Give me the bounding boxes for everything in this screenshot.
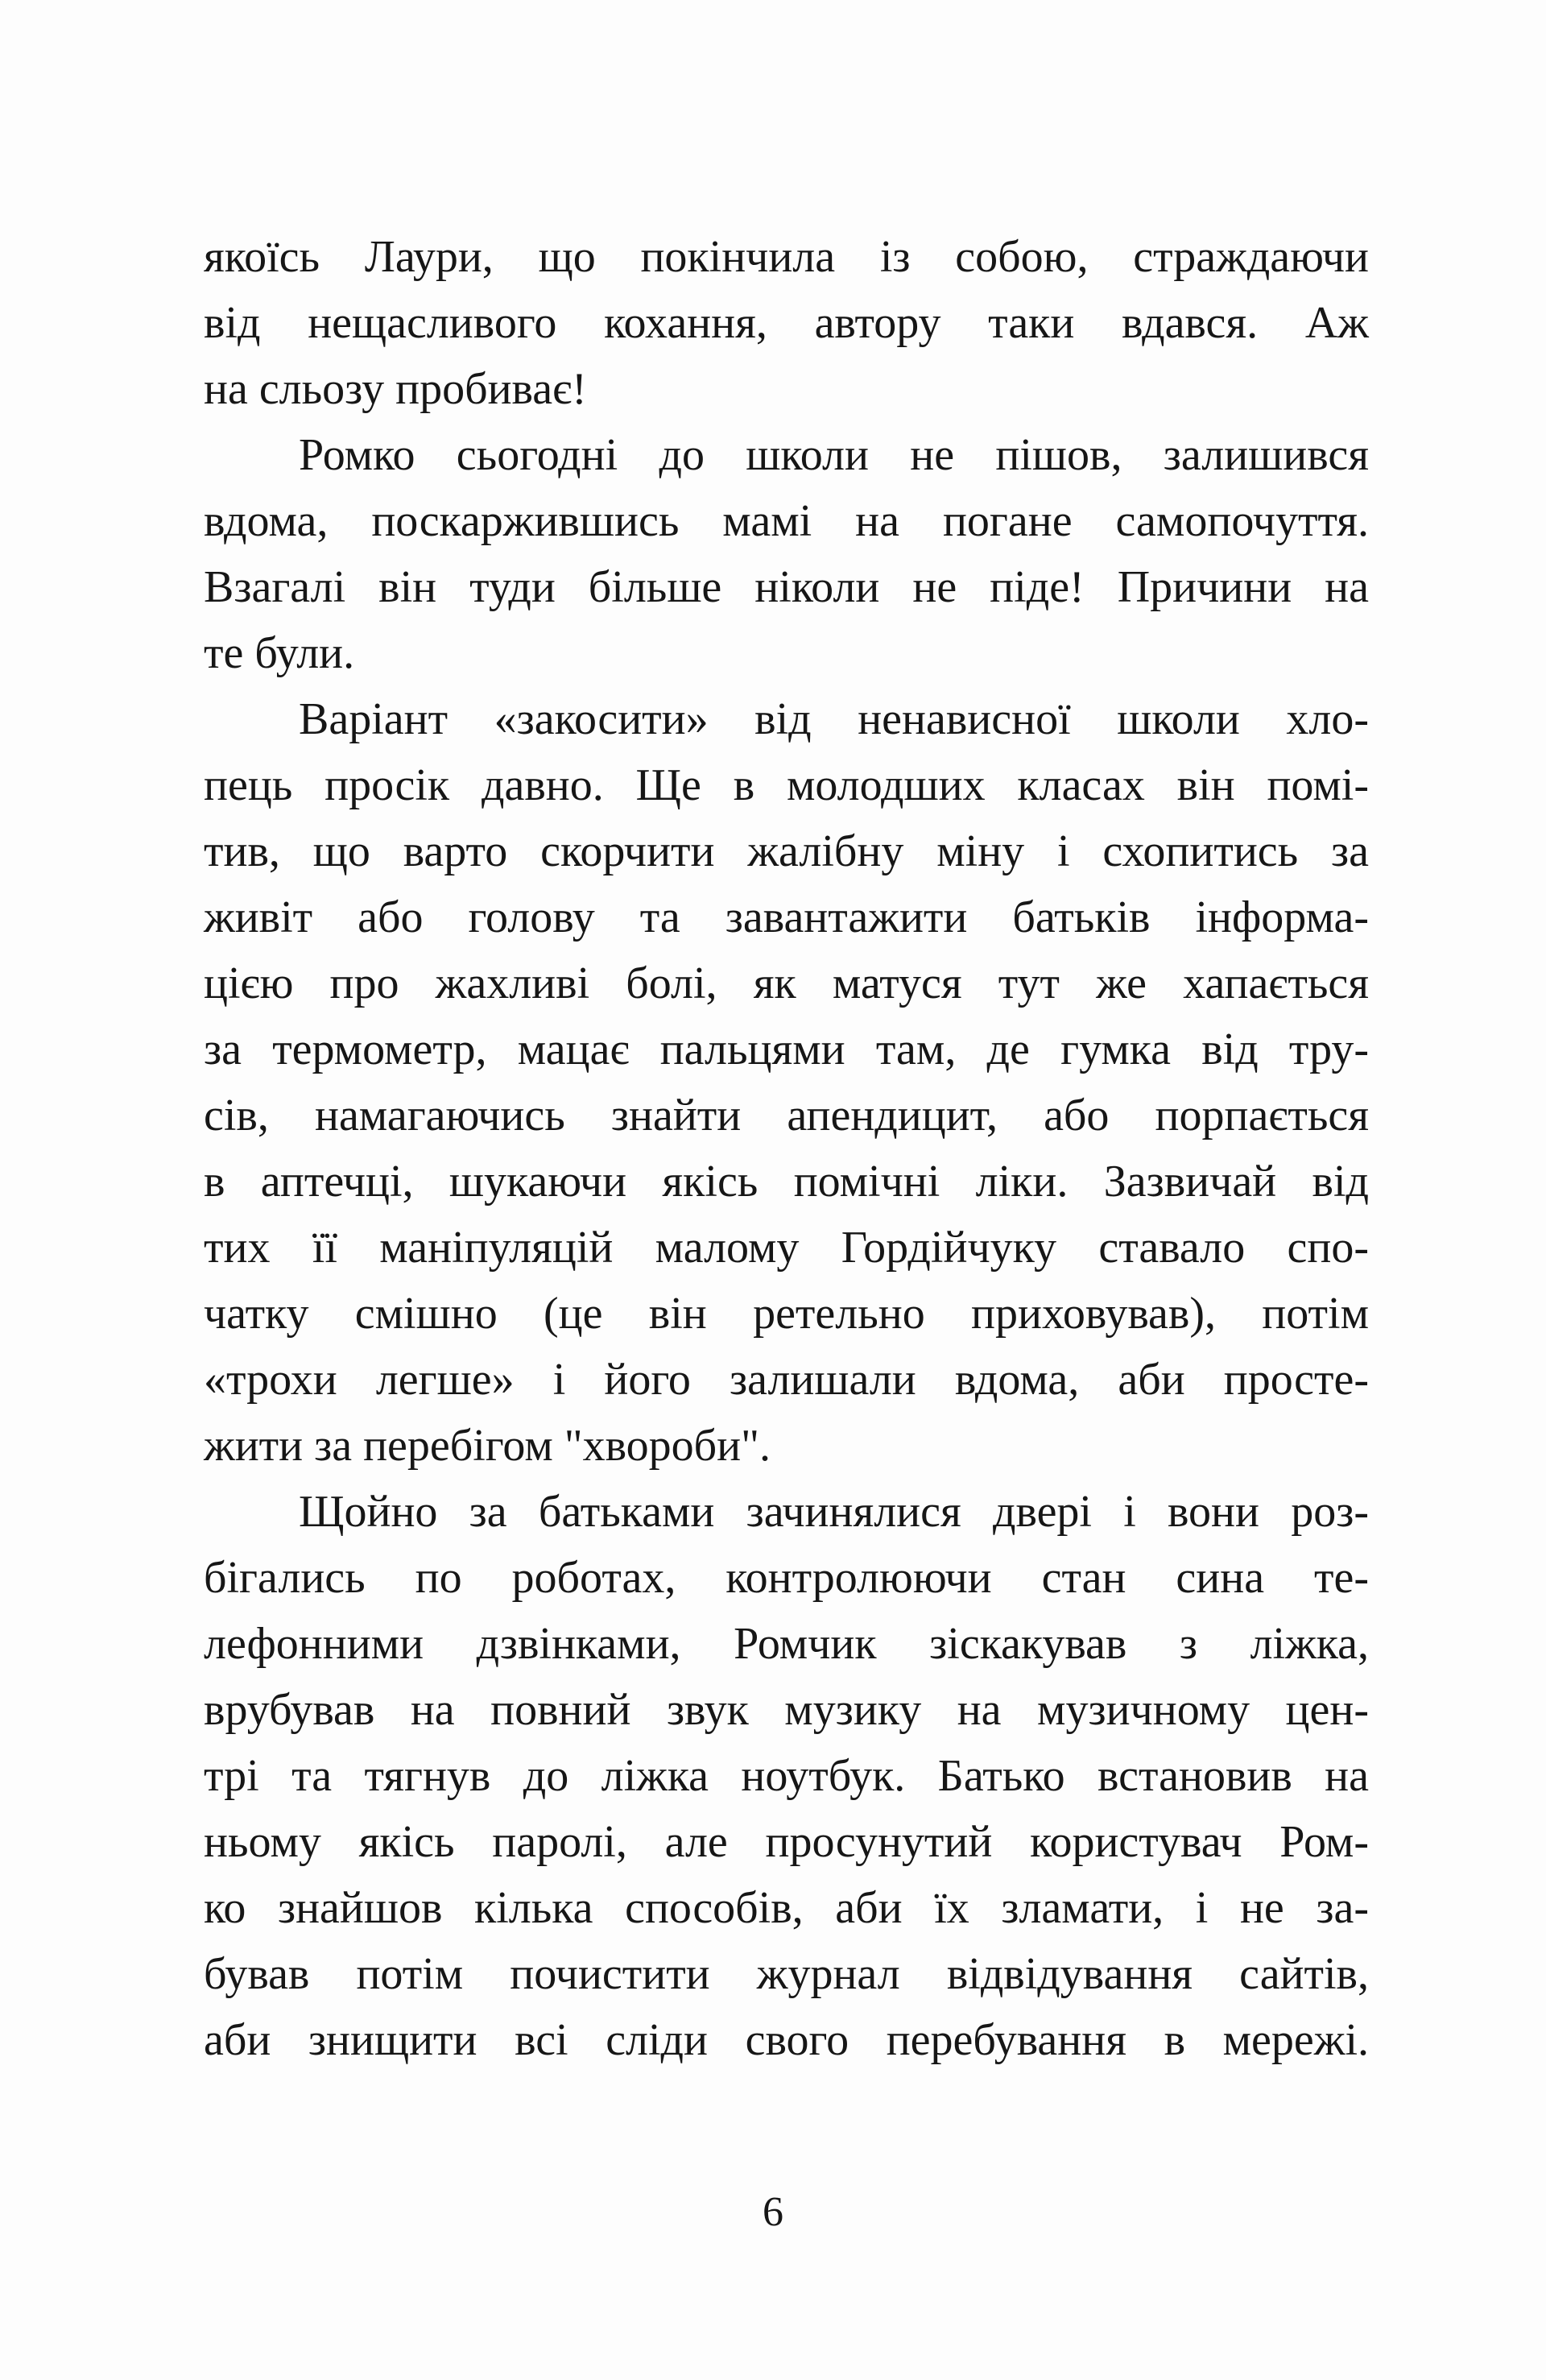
text-line: Ромко сьогодні до школи не пішов, залишився	[299, 430, 1369, 480]
text-line: якоїсь Лаури, що покінчила із собою, страждаючи	[204, 232, 1369, 282]
text-line: живіт або голову та завантажити батьків інформа-	[204, 892, 1369, 942]
text-line: врубував на повний звук музику на музичному цен-	[204, 1685, 1369, 1735]
text-line: лефонними дзвінками, Ромчик зіскакував з ліжка,	[204, 1619, 1369, 1669]
text-line: тив, що варто скорчити жалібну міну і схопитись за	[204, 826, 1369, 876]
text-line: цією про жахливі болі, як матуся тут же хапається	[204, 958, 1369, 1008]
text-line: на сльозу пробиває!	[204, 364, 587, 414]
text-line: Взагалі він туди більше ніколи не піде! Причини на	[204, 562, 1369, 612]
text-line: чатку смішно (це він ретельно приховував), потім	[204, 1289, 1369, 1339]
text-line: Щойно за батьками зачинялися двері і вони роз-	[299, 1487, 1369, 1537]
text-line: те були.	[204, 628, 355, 678]
page-number: 6	[763, 2189, 783, 2235]
text-line: тих її маніпуляцій малому Гордійчуку ставало спо-	[204, 1223, 1369, 1273]
paragraph	[204, 422, 1369, 686]
text-block	[204, 224, 1369, 2073]
text-line: пець просік давно. Ще в молодших класах він помі-	[204, 760, 1369, 810]
text-line: трі та тягнув до ліжка ноутбук. Батько встановив на	[204, 1751, 1369, 1801]
text-line: жити за перебігом "хвороби".	[204, 1421, 771, 1471]
paragraph	[204, 1479, 1369, 2073]
text-line: аби знищити всі сліди свого перебування в мережі.	[204, 2015, 1369, 2065]
text-line: в аптечці, шукаючи якісь помічні ліки. Зазвичай від	[204, 1157, 1369, 1207]
text-line: ко знайшов кілька способів, аби їх зламати, і не за-	[204, 1883, 1369, 1933]
text-line: від нещасливого кохання, автору таки вдався. Аж	[204, 298, 1369, 348]
text-line: ньому якісь паролі, але просунутий користувач Ром-	[204, 1817, 1369, 1867]
text-line: сів, намагаючись знайти апендицит, або порпається	[204, 1091, 1369, 1140]
text-line: Варіант «закосити» від ненависної школи хло-	[299, 694, 1369, 744]
text-line: вдома, поскаржившись мамі на погане самопочуття.	[204, 496, 1369, 546]
text-line: бував потім почистити журнал відвідування сайтів,	[204, 1949, 1369, 1999]
paragraph	[204, 686, 1369, 1479]
text-line: за термометр, мацає пальцями там, де гумка від тру-	[204, 1024, 1369, 1074]
text-line: бігались по роботах, контролюючи стан сина те-	[204, 1553, 1369, 1603]
paragraph	[204, 224, 1369, 422]
text-line: «трохи легше» і його залишали вдома, аби просте-	[204, 1355, 1369, 1405]
